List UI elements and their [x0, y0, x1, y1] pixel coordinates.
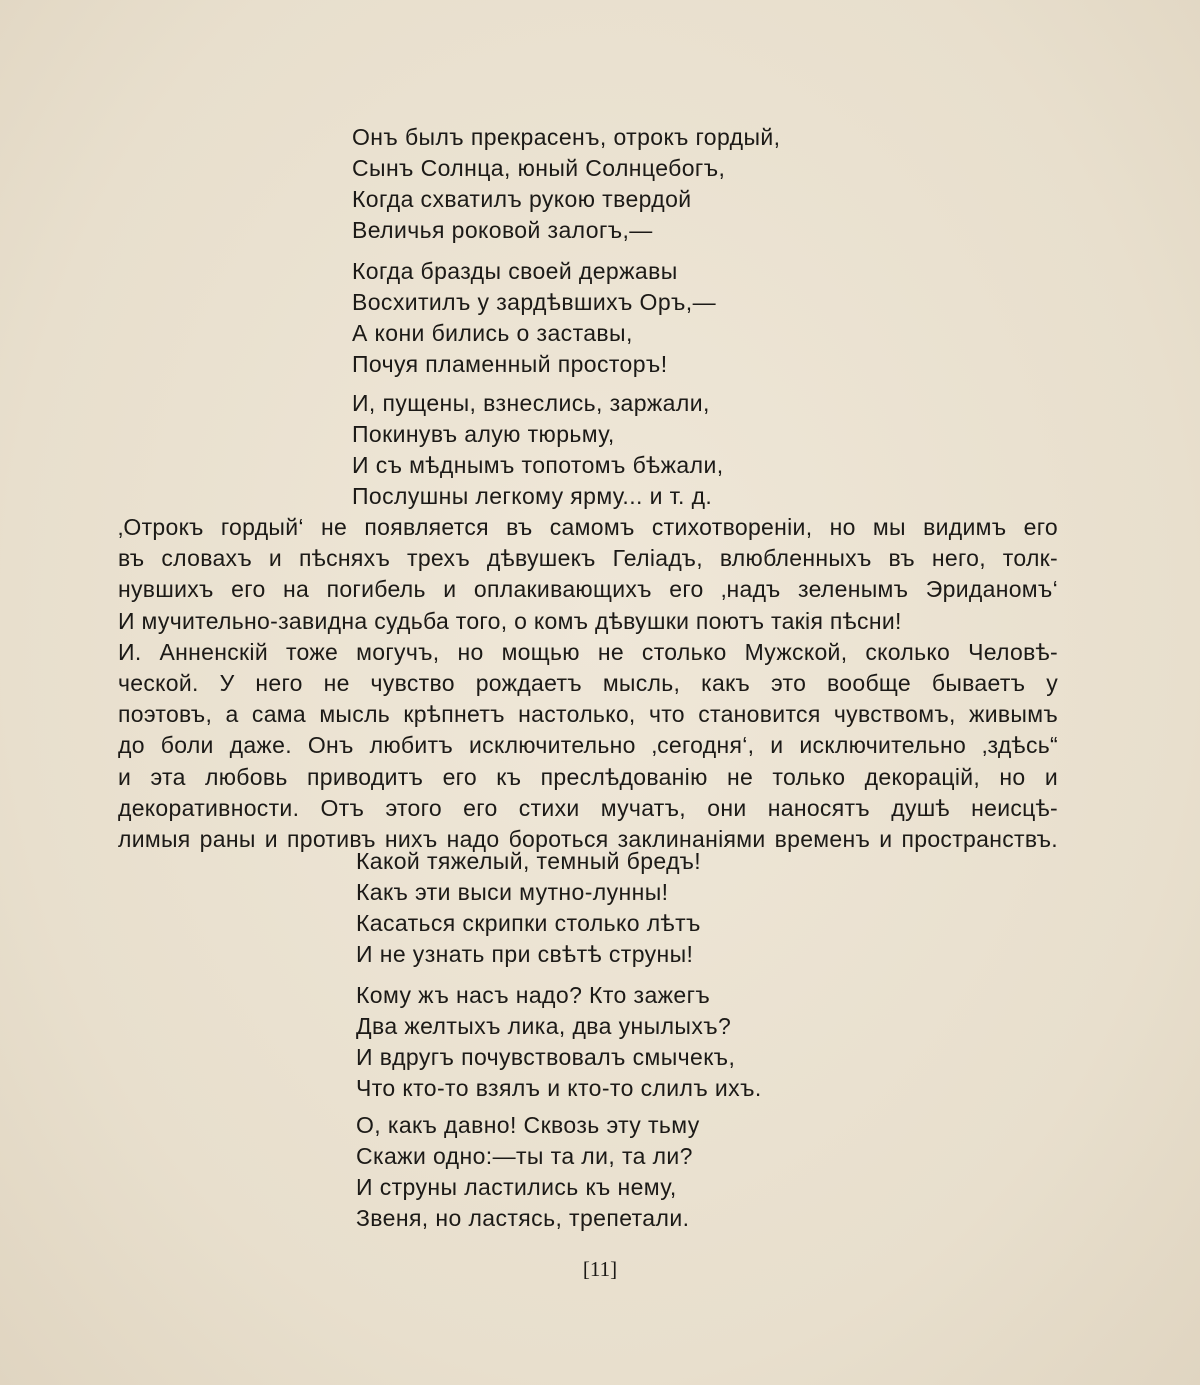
poem-line: Какъ эти выси мутно-лунны!: [356, 879, 669, 905]
poem-line: И вдругъ почувствовалъ смычекъ,: [356, 1044, 736, 1070]
poem-stanza: [352, 256, 716, 380]
poem-line: Сынъ Солнца, юный Солнцебогъ,: [352, 155, 726, 181]
prose-line: въ словахъ и пѣсняхъ трехъ дѣвушекъ Геліадъ, влюбленныхъ въ него, толк-: [118, 545, 1058, 572]
poem-line: Когда бразды своей державы: [352, 258, 678, 284]
prose-line: декоративности. Отъ этого его стихи мучатъ, они наносятъ душѣ неисцѣ-: [118, 794, 1058, 821]
poem-line: Когда схватилъ рукою твердой: [352, 186, 692, 212]
poem-line: Послушны легкому ярму... и т. д.: [352, 483, 713, 509]
poem-stanza: [356, 846, 701, 970]
prose-line: нувшихъ его на погибель и оплакивающихъ его ‚надъ зеленымъ Эриданомъ‘: [118, 576, 1058, 603]
poem-stanza: [356, 1110, 700, 1234]
poem-line: Онъ былъ прекрасенъ, отрокъ гордый,: [352, 124, 781, 150]
poem-line: И, пущены, взнеслись, заржали,: [352, 390, 710, 416]
poem-stanza: [352, 388, 723, 512]
prose-line: ‚Отрокъ гордый‘ не появляется въ самомъ стихотвореніи, но мы видимъ его: [118, 514, 1058, 540]
prose-line: до боли даже. Онъ любитъ исключительно ‚сегодня‘, и исключительно ‚здѣсь“: [118, 732, 1058, 759]
prose-line: и эта любовь приводитъ его къ преслѣдованію не только декорацій, но и: [118, 763, 1058, 790]
poem-line: А кони бились о заставы,: [352, 320, 633, 346]
poem-line: Какой тяжелый, темный бредъ!: [356, 848, 702, 874]
page-number: [11]: [582, 1257, 618, 1281]
poem-line: О, какъ давно! Сквозь эту тьму: [356, 1112, 700, 1138]
poem-line: И съ мѣднымъ топотомъ бѣжали,: [352, 452, 724, 478]
poem-line: Величья роковой залогъ,—: [352, 217, 653, 243]
poem-line: Восхитилъ у зардѣвшихъ Оръ,—: [352, 289, 716, 315]
poem-line: Кому жъ насъ надо? Кто зажегъ: [356, 982, 711, 1008]
poem-line: И не узнать при свѣтѣ струны!: [356, 941, 694, 967]
poem-line: Касаться скрипки столько лѣтъ: [356, 910, 701, 936]
prose-line: И. Анненскій тоже могучъ, но мощью не столько Мужской, сколько Человѣ-: [118, 638, 1058, 665]
poem-line: Почуя пламенный просторъ!: [352, 351, 668, 377]
prose-line: ческой. У него не чувство рождаетъ мысль, какъ это вообще бываетъ у: [118, 670, 1058, 697]
poem-line: Покинувъ алую тюрьму,: [352, 421, 615, 447]
poem-line: Что кто-то взялъ и кто-то слилъ ихъ.: [356, 1075, 762, 1101]
prose-line: И мучительно-завидна судьба того, о комъ дѣвушки поютъ такія пѣсни!: [118, 607, 902, 634]
poem-line: Звеня, но ластясь, трепетали.: [356, 1205, 690, 1231]
poem-line: Скажи одно:—ты та ли, та ли?: [356, 1143, 693, 1169]
poem-line: И струны ластились къ нему,: [356, 1174, 677, 1200]
prose-paragraph: [118, 512, 1058, 855]
prose-line: лимыя раны и противъ нихъ надо бороться заклинаніями временъ и пространствъ.: [118, 826, 1058, 853]
poem-line: Два желтыхъ лика, два унылыхъ?: [356, 1013, 732, 1039]
poem-stanza: [356, 980, 762, 1104]
poem-stanza: [352, 122, 780, 246]
prose-line: поэтовъ, а сама мысль крѣпнетъ настолько, что становится чувствомъ, живымъ: [118, 701, 1058, 728]
